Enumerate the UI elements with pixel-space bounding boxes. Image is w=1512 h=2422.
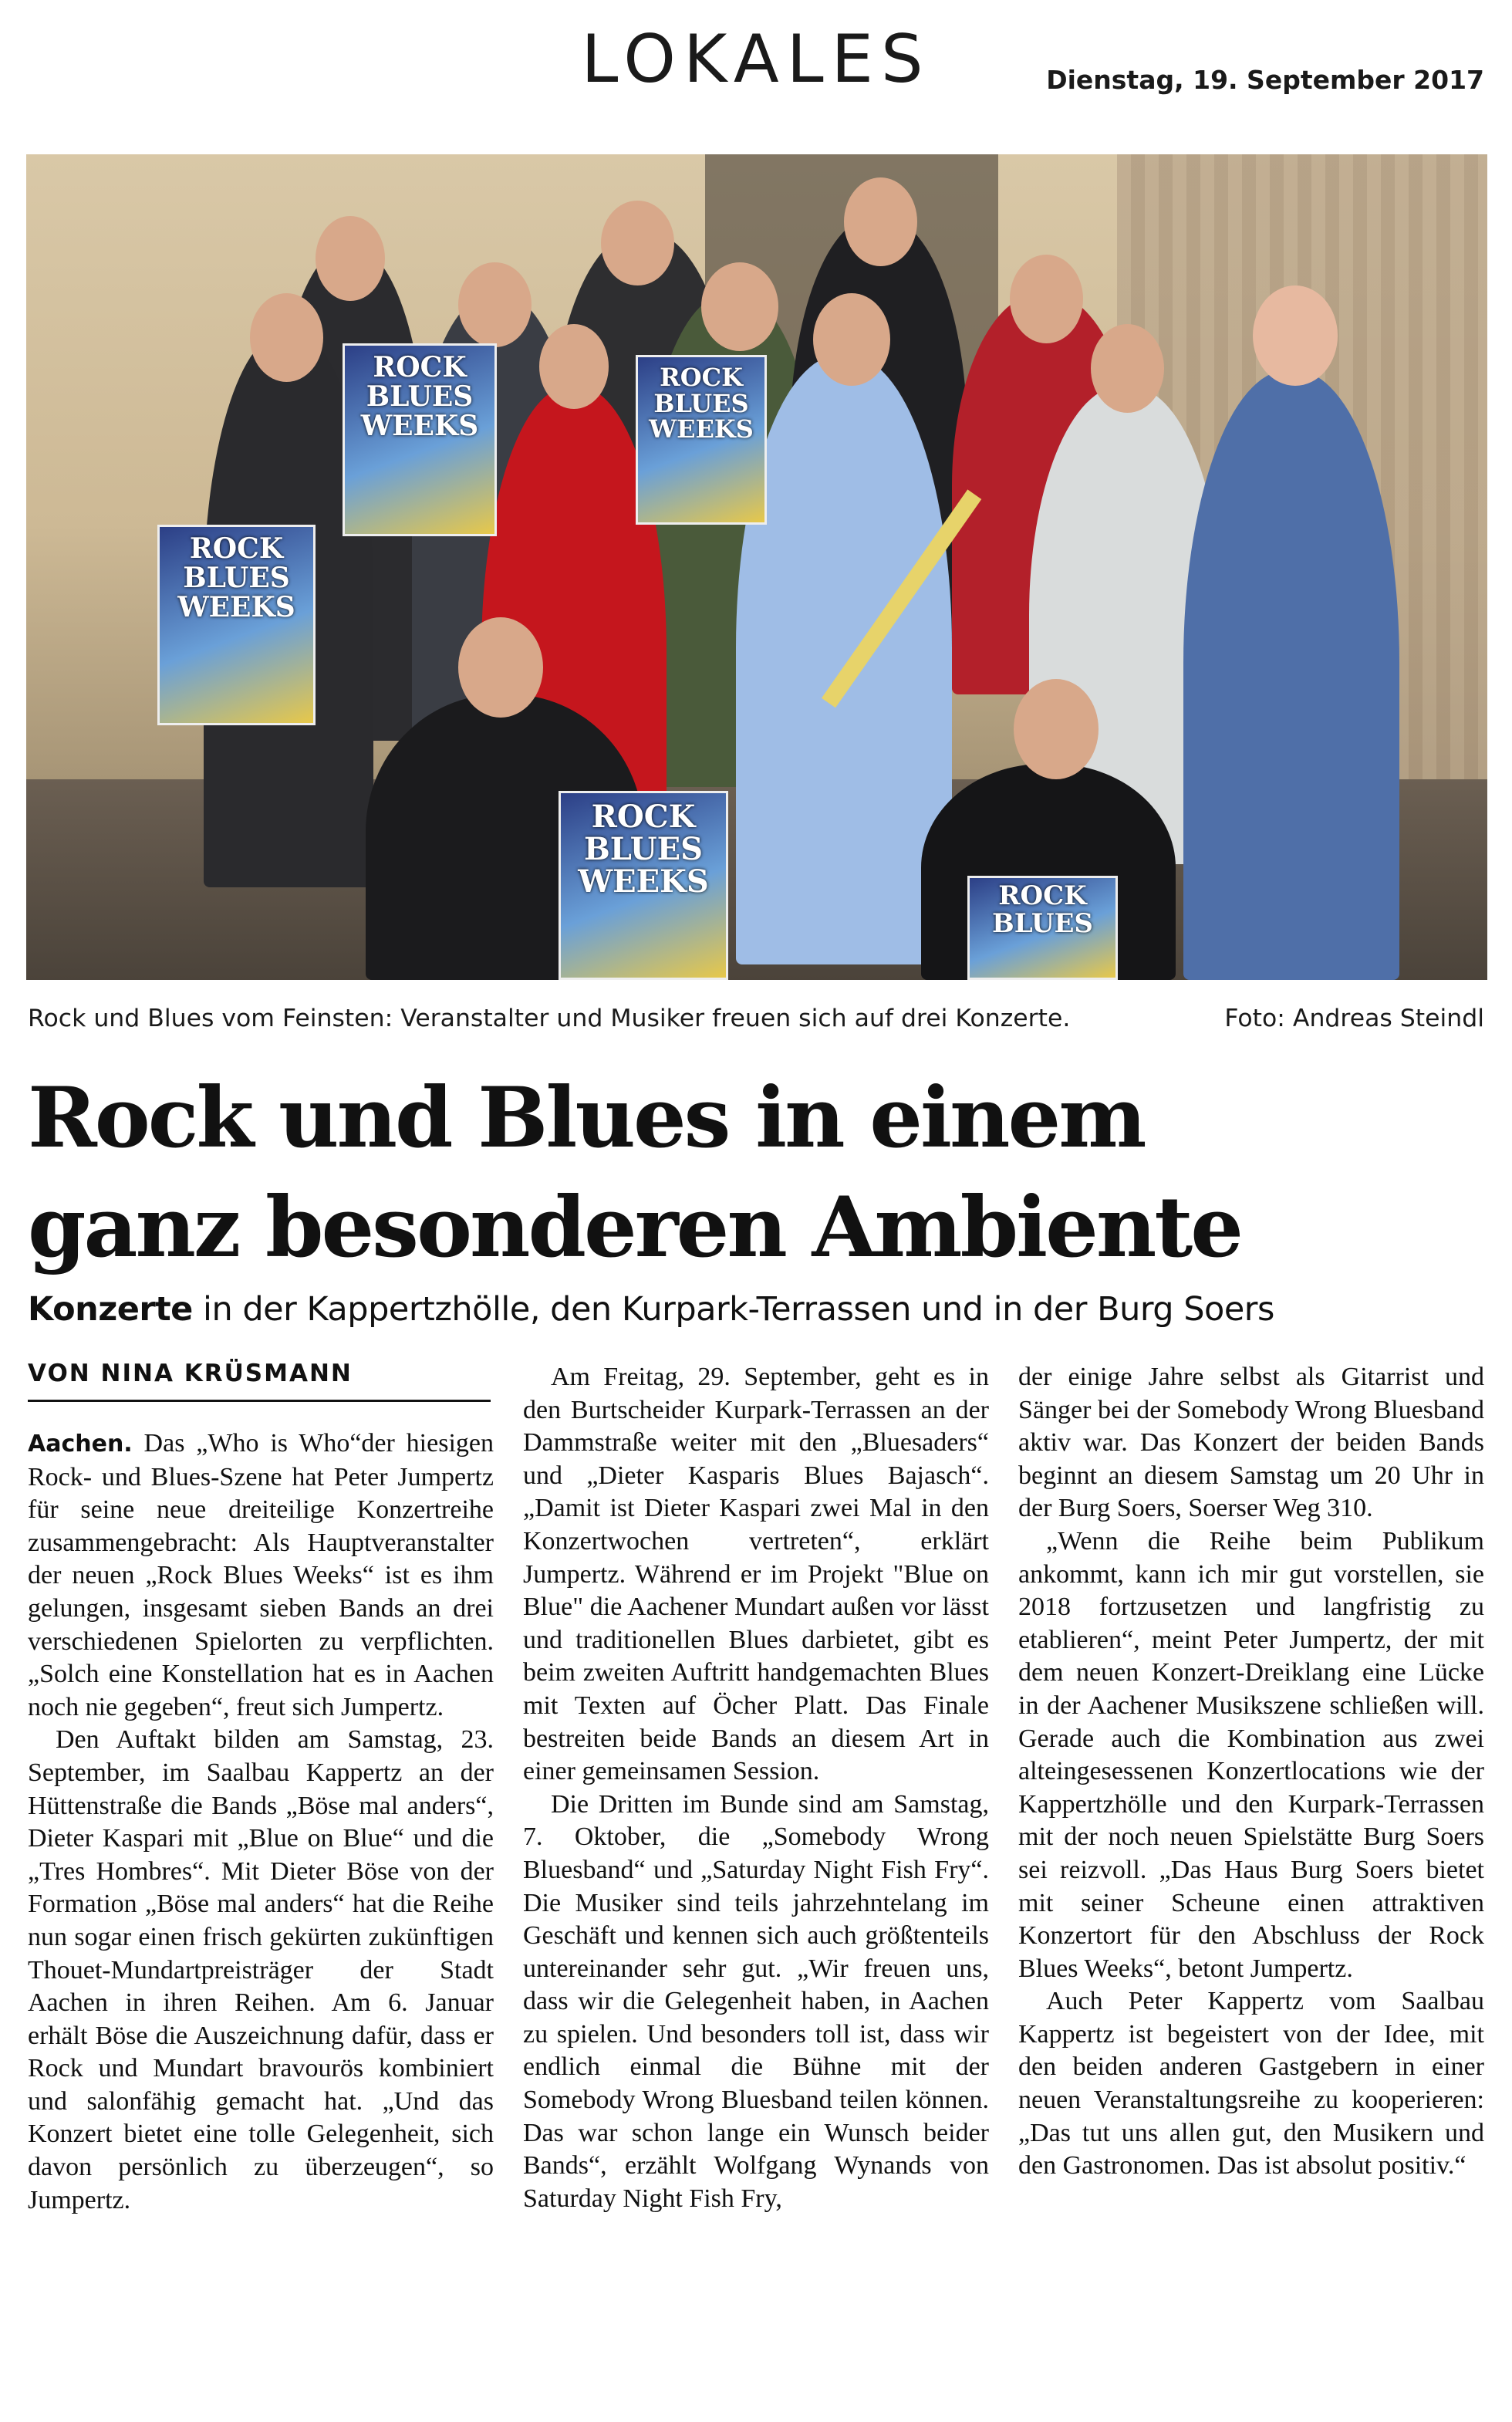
- issue-date: Dienstag, 19. September 2017: [1046, 65, 1484, 95]
- headline-line: ganz besonderen Ambiente: [28, 1179, 1241, 1276]
- poster-text: BLUES: [366, 380, 474, 413]
- rock-blues-weeks-poster: [343, 343, 497, 536]
- subheadline-keyword: Konzerte: [28, 1290, 193, 1329]
- article-paragraph: „Wenn die Reihe beim Publikum ankommt, kann ich mir gut vorstellen, sie 2018 fortzusetzen und langfristig zu etablieren“, meint Peter Jumpertz, der mit dem neuen Konzert-Dreiklang eine Lücke in der Aachener Musikszene schließen will. Gerade auch die Kombination aus zwei alteingesessenen Konzertlocations wie der Kappertzhölle und den Kurpark-Terrassen mit der noch neuen Spielstätte Burg Soers sei reizvoll. „Das Haus Burg Soers bietet mit seiner Scheune einen attraktiven Konzertort für den Abschluss der Rock Blues Weeks“, betont Jumpertz.: [1018, 1526, 1484, 1983]
- article-column-3: [1018, 1361, 1484, 2183]
- section-title: LOKALES: [581, 21, 931, 98]
- headline-line: Rock und Blues in einem: [28, 1069, 1145, 1167]
- person-head: [1014, 679, 1099, 779]
- poster-text: ROCK: [189, 532, 284, 565]
- poster-text: ROCK: [591, 799, 696, 835]
- poster-text: ROCK: [998, 880, 1087, 911]
- rock-blues-weeks-poster: [559, 791, 728, 980]
- headline: [28, 1063, 1478, 1282]
- photo-credit: Foto: Andreas Steindl: [1224, 1005, 1484, 1032]
- article-column-1: [28, 1427, 494, 2217]
- poster-text: BLUES: [583, 831, 703, 867]
- person-head: [458, 262, 532, 347]
- photo-caption: Rock und Blues vom Feinsten: Veranstalter und Musiker freuen sich auf drei Konzerte.: [28, 1005, 1071, 1032]
- person-head: [844, 177, 917, 266]
- person-head: [316, 216, 385, 301]
- subheadline-text: in der Kappertzhölle, den Kurpark-Terrassen und in der Burg Soers: [192, 1290, 1274, 1329]
- person-head: [1010, 255, 1083, 343]
- person-head: [539, 324, 609, 409]
- poster-text: WEEKS: [360, 409, 479, 442]
- article-paragraph: der einige Jahre selbst als Gitarrist und Sänger bei der Somebody Wrong Bluesband aktiv war. Das Konzert der beiden Bands beginnt an diesem Samstag um 20 Uhr in der Burg Soers, Soerser Weg 310.: [1018, 1363, 1484, 1523]
- poster-text: BLUES: [653, 388, 749, 418]
- person-head: [813, 293, 890, 386]
- rock-blues-weeks-poster: [157, 525, 316, 725]
- person-figure: [1183, 370, 1399, 980]
- byline-rule: [28, 1400, 491, 1402]
- poster-text: WEEKS: [649, 414, 754, 444]
- rock-blues-weeks-poster: [967, 876, 1118, 980]
- dateline: Aachen.: [28, 1431, 133, 1458]
- article-paragraph: Auch Peter Kappertz vom Saalbau Kappertz ist begeistert von der Idee, mit den beiden anderen Gastgebern in einer neuen Veranstaltungsreihe zu kooperieren: „Das tut uns allen gut, den Musikern und den Gastronomen. Das ist absolut positiv.“: [1018, 1987, 1484, 2180]
- person-head: [250, 293, 323, 382]
- article-paragraph: Die Dritten im Bunde sind am Samstag, 7. Oktober, die „Somebody Wrong Bluesband“ und „Saturday Night Fish Fry“. Die Musiker sind teils jahrzehntelang im Geschäft und kennen sich auch größtenteils untereinander sehr gut. „Wir freuen uns, dass wir die Gelegenheit haben, in Aachen zu spielen. Und besonders toll ist, dass wir endlich einmal die Bühne mit der Somebody Wrong Bluesband teilen können. Das war schon lange ein Wunsch beider Bands“, erzählt Wolfgang Wynands von Saturday Night Fish Fry,: [523, 1789, 989, 2213]
- person-head: [1253, 285, 1338, 386]
- poster-text: ROCK: [373, 351, 467, 383]
- person-figure: [736, 355, 952, 964]
- person-head: [601, 201, 674, 285]
- article-paragraph: Den Auftakt bilden am Samstag, 23. September, im Saalbau Kappertz an der Hüttenstraße die Bands „Böse mal anders“, Dieter Kaspari mit „Blue on Blue“ und die „Tres Hombres“. Mit Dieter Böse von der Formation „Böse mal anders“ hat die Reihe nun sogar einen frisch gekürten zukünftigen Thouet-Mundartpreisträger der Stadt Aachen in ihren Reihen. Am 6. Januar erhält Böse die Auszeichnung dafür, dass er Rock und Mundart bravourös kombiniert und salonfähig gemacht hat. „Und das Konzert bietet eine tolle Gelegenheit, sich davon persönlich zu überzeugen“, so Jumpertz.: [28, 1725, 494, 2214]
- person-head: [701, 262, 778, 351]
- paragraph-text: Das „Who is Who“der hiesigen Rock- und Blues-Szene hat Peter Jumpertz für seine neue dreiteilige Konzertreihe zusammengebracht: Als Hauptveranstalter der neuen „Rock Blues Weeks“ ist es ihm gelungen, insgesamt sieben Bands an drei verschiedenen Spielorten zu verpflichten. „Solch eine Konstellation hat es in Aachen noch nie gegeben“, freut sich Jumpertz.: [28, 1429, 494, 1721]
- rock-blues-weeks-poster: [636, 355, 767, 525]
- article-column-2: [523, 1361, 989, 2215]
- poster-text: WEEKS: [578, 863, 709, 900]
- person-head: [458, 617, 543, 718]
- poster-text: BLUES: [992, 907, 1093, 939]
- group-photo: [26, 154, 1487, 980]
- byline: VON NINA KRÜSMANN: [28, 1360, 353, 1387]
- person-head: [1091, 324, 1164, 413]
- poster-text: WEEKS: [177, 590, 295, 623]
- article-paragraph: [28, 1427, 494, 1724]
- subheadline: [28, 1290, 1274, 1329]
- article-paragraph: Am Freitag, 29. September, geht es in den Burtscheider Kurpark-Terrassen an der Dammstraße weiter mit den „Bluesaders“ und „Dieter Kasparis Blues Bajasch“. „Damit ist Dieter Kaspari zwei Mal in den Konzertwochen vertreten“, erklärt Jumpertz. Während er im Projekt "Blue on Blue" die Aachener Mundart außen vor lässt und traditionellen Blues darbietet, gibt es beim zweiten Auftritt handgemachten Blues mit Texten auf Öcher Platt. Das Finale bestreiten beide Bands an diesem Art in einer gemeinsamen Session.: [523, 1363, 989, 1786]
- poster-text: ROCK: [660, 363, 743, 392]
- poster-text: BLUES: [183, 561, 290, 594]
